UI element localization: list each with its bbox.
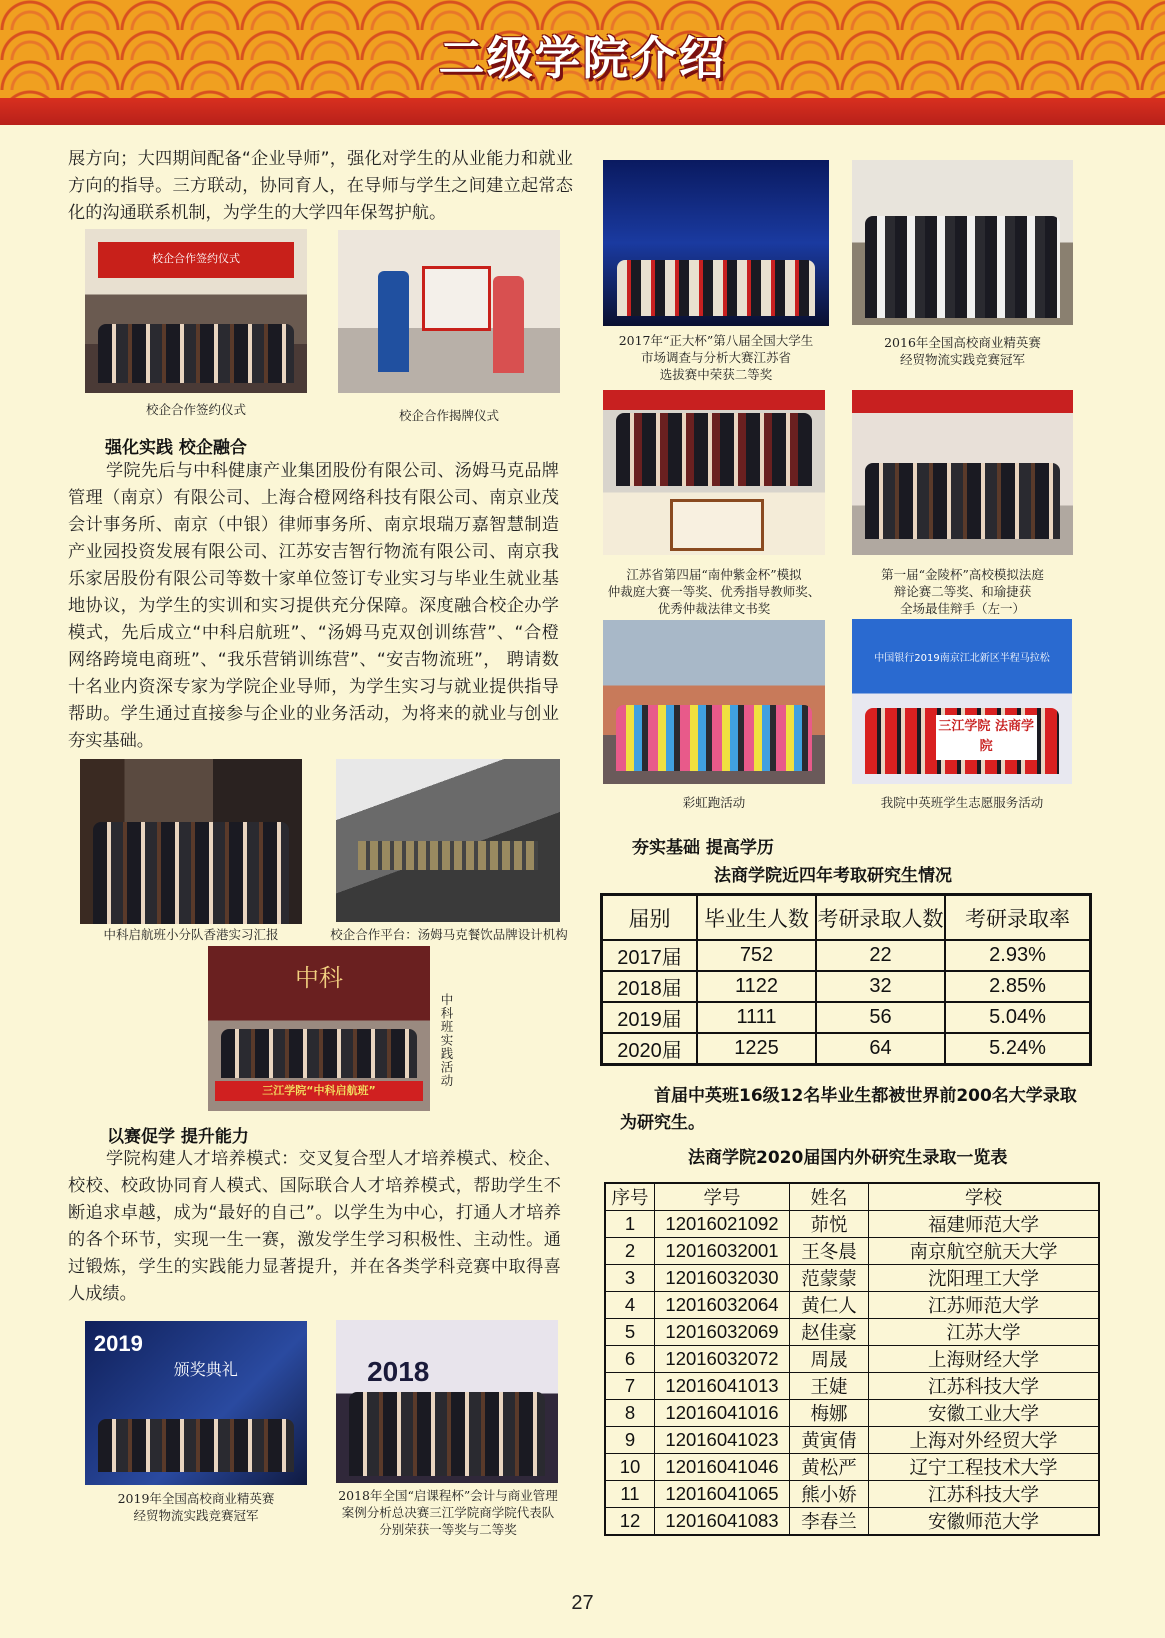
column-header: 毕业生人数 [697, 895, 816, 941]
table-cell: 12016041065 [655, 1481, 790, 1508]
column-header: 考研录取率 [945, 895, 1091, 941]
photo-banner: 校企合作签约仪式 [98, 242, 293, 278]
table-cell: 22 [816, 940, 945, 971]
photo-people [93, 822, 288, 924]
table-cell: 8 [605, 1400, 655, 1427]
photo-volunteer [852, 619, 1072, 784]
photo-arbitration [603, 390, 825, 555]
photo-rainbow-run [603, 620, 825, 784]
section-heading-graduate: 夯实基础 提高学历 [632, 838, 774, 858]
table-cell: 7 [605, 1373, 655, 1400]
photo-people [98, 324, 293, 383]
table-row [605, 1292, 1099, 1319]
table-cell: 辽宁工程技术大学 [869, 1454, 1100, 1481]
table-cell: 黄仁人 [790, 1292, 869, 1319]
person-shape [378, 271, 409, 372]
table-cell: 12016041013 [655, 1373, 790, 1400]
table-cell: 熊小娇 [790, 1481, 869, 1508]
table-row [605, 1373, 1099, 1400]
page-number: 27 [571, 1592, 594, 1614]
highlight-text: 首届中英班16级12名毕业生都被世界前200名大学录取为研究生。 [620, 1086, 1077, 1133]
table-cell: 9 [605, 1427, 655, 1454]
table-header-row [605, 1183, 1099, 1211]
table-cell: 梅娜 [790, 1400, 869, 1427]
caption-hongkong: 中科启航班小分队香港实习汇报 [103, 927, 279, 942]
table-row [605, 1346, 1099, 1373]
intro-paragraph: 展方向；大四期间配备“企业导师”，强化对学生的从业能力和就业方向的指导。三方联动，协同育人，在导师与学生之间建立起常态化的沟通联系机制，为学生的大学四年保驾护航。 [68, 149, 573, 223]
photo-people [349, 1392, 544, 1477]
photo-ceremony-text: 颁奖典礼 [173, 1360, 238, 1380]
table-cell: 12016041083 [655, 1508, 790, 1536]
table-cell: 5.04% [945, 1002, 1091, 1033]
certificate-shape [670, 499, 765, 551]
table-row [605, 1211, 1099, 1238]
building-sign: 中科 [295, 963, 343, 992]
caption-unveiling: 校企合作揭牌仪式 [398, 408, 499, 423]
table-cell: 2017届 [602, 940, 698, 971]
table-cell: 李春兰 [790, 1508, 869, 1536]
table-row [605, 1481, 1099, 1508]
table-cell: 10 [605, 1454, 655, 1481]
table-cell: 752 [697, 940, 816, 971]
table-row [602, 1033, 1091, 1065]
table-cell: 32 [816, 971, 945, 1002]
page-title: 二级学院介绍 [438, 31, 727, 85]
photo-banner-text: 中国银行2019南京江北新区半程马拉松 [874, 652, 1050, 664]
table-cell: 12016032069 [655, 1319, 790, 1346]
table-cell: 12016041046 [655, 1454, 790, 1481]
section-heading-practice: 强化实践 校企融合 [105, 438, 247, 458]
table-cell: 江苏大学 [869, 1319, 1100, 1346]
table-cell: 12016041016 [655, 1400, 790, 1427]
photo-people [616, 705, 811, 771]
table-cell: 江苏师范大学 [869, 1292, 1100, 1319]
table-cell: 茆悦 [790, 1211, 869, 1238]
caption-volunteer: 我院中英班学生志愿服务活动 [880, 795, 1044, 810]
photo-signing-ceremony [85, 229, 307, 393]
photo-people [616, 413, 811, 486]
table-cell: 上海财经大学 [869, 1346, 1100, 1373]
table-cell: 2020届 [602, 1033, 698, 1065]
caption-moot-court: 第一届“金陵杯”高校模拟法庭 辩论赛二等奖、和瑜捷获 全场最佳辩手（左一） [881, 567, 1044, 616]
photo-design-agency [336, 759, 560, 922]
table-cell: 12016032030 [655, 1265, 790, 1292]
table-cell: 2018届 [602, 971, 698, 1002]
table-cell: 赵佳豪 [790, 1319, 869, 1346]
table-row [605, 1454, 1099, 1481]
section-paragraph-practice: 学院先后与中科健康产业集团股份有限公司、汤姆马克品牌管理（南京）有限公司、上海合橙网络科技有限公司、南京业茂会计事务所、南京（中银）律师事务所、南京垠瑞万嘉智慧制造产业园投资发展有限公司、江苏安吉智行物流有限公司、南京我乐家居股份有限公司等数十家单位签订专业实习与毕业生就业基地协议，为学生的实训和实习提供充分保障。深度融合校企办学模式，先后成立“中科启航班”、“汤姆马克双创训练营”、“合橙网络跨境电商班”、“我乐营销训练营”、“安吉物流班”， 聘请数十名业内资深专家为学院企业导师，为学生实习与就业提供指导帮助。学生通过直接参与企业的业务活动，为将来的就业与创业夯实基础。 [68, 461, 559, 751]
column-header: 姓名 [790, 1183, 869, 1211]
table-cell: 12016041023 [655, 1427, 790, 1454]
photo-moot-court [852, 390, 1073, 555]
table-cell: 2.93% [945, 940, 1091, 971]
graduate-table-title: 法商学院近四年考取研究生情况 [714, 866, 952, 886]
table-cell: 11 [605, 1481, 655, 1508]
table-cell: 沈阳理工大学 [869, 1265, 1100, 1292]
table-cell: 3 [605, 1265, 655, 1292]
table-cell: 王婕 [790, 1373, 869, 1400]
column-header: 考研录取人数 [816, 895, 945, 941]
table-cell: 江苏科技大学 [869, 1373, 1100, 1400]
caption-rainbow-run: 彩虹跑活动 [682, 795, 746, 810]
caption-2018-award: 2018年全国“启课程杯”会计与商业管理 案例分析总决赛三江学院商学院代表队 分别荣获一等奖与二等奖 [338, 1488, 558, 1537]
table-cell: 5 [605, 1319, 655, 1346]
photo-year-text: 2019 [93, 1330, 143, 1356]
table-cell: 范蒙蒙 [790, 1265, 869, 1292]
photo-hongkong-report [80, 759, 302, 924]
table-cell: 王冬晨 [790, 1238, 869, 1265]
page-header [0, 0, 1165, 125]
column-header: 学号 [655, 1183, 790, 1211]
photo-people [865, 216, 1060, 318]
column-header: 届别 [602, 895, 698, 941]
photo-people [617, 260, 816, 316]
photo-2018-award [336, 1320, 558, 1483]
table-cell: 12016032064 [655, 1292, 790, 1319]
table-cell: 2.85% [945, 971, 1091, 1002]
caption-arbitration: 江苏省第四届“南仲紫金杯”模拟 仲裁庭大赛一等奖、优秀指导教师奖、 优秀仲裁法律文书奖 [607, 567, 821, 616]
table-cell: 64 [816, 1033, 945, 1065]
caption-2016-champion: 2016年全国高校商业精英赛 经贸物流实践竞赛冠军 [884, 335, 1041, 367]
table-cell: 6 [605, 1346, 655, 1373]
table-cell: 黄寅倩 [790, 1427, 869, 1454]
table-row [602, 971, 1091, 1002]
caption-zhengda-cup: 2017年“正大杯”第八届全国大学生 市场调查与分析大赛江苏省 选拔赛中荣获二等奖 [618, 333, 814, 382]
caption-2019-award: 2019年全国高校商业精英赛 经贸物流实践竞赛冠军 [117, 1491, 275, 1523]
photo-people [221, 1029, 416, 1079]
caption-design-agency: 校企合作平台：汤姆马克餐饮品牌设计机构 [330, 927, 568, 942]
table-cell: 2 [605, 1238, 655, 1265]
table-cell: 56 [816, 1002, 945, 1033]
photo-zhongke-practice [208, 946, 430, 1111]
table-cell: 江苏科技大学 [869, 1481, 1100, 1508]
table-cell: 1225 [697, 1033, 816, 1065]
graduate-stats-table [600, 893, 1092, 1066]
table-cell: 1 [605, 1211, 655, 1238]
admission-list-table [604, 1182, 1100, 1536]
table-cell: 安徽师范大学 [869, 1508, 1100, 1536]
plaque-shape [422, 266, 490, 331]
table-cell: 1111 [697, 1002, 816, 1033]
caption-signing: 校企合作签约仪式 [145, 402, 246, 417]
header-red-band [0, 98, 1165, 125]
table-cell: 5.24% [945, 1033, 1091, 1065]
column-header: 序号 [605, 1183, 655, 1211]
table-cell: 12 [605, 1508, 655, 1536]
caption-zhongke-vertical: 中科班实践活动 [439, 993, 454, 1088]
table-cell: 12016021092 [655, 1211, 790, 1238]
table-row [605, 1427, 1099, 1454]
table-row [605, 1238, 1099, 1265]
photo-people [865, 463, 1060, 539]
photo-year-text: 2018 [367, 1355, 430, 1387]
shelf-shape [358, 841, 537, 870]
table-cell: 安徽工业大学 [869, 1400, 1100, 1427]
table-cell: 2019届 [602, 1002, 698, 1033]
photo-zhengda-cup [603, 160, 829, 326]
section-heading-competition: 以赛促学 提升能力 [107, 1127, 249, 1147]
table-cell: 4 [605, 1292, 655, 1319]
table-header-row [602, 895, 1091, 941]
table-cell: 周晟 [790, 1346, 869, 1373]
photo-people [98, 1419, 293, 1471]
photo-plaque-unveiling [338, 230, 560, 393]
table-cell: 12016032072 [655, 1346, 790, 1373]
table-row [602, 940, 1091, 971]
table-row [605, 1508, 1099, 1536]
section-paragraph-competition: 学院构建人才培养模式：交叉复合型人才培养模式、校企、校校、校政协同育人模式、国际联合人才培养模式，帮助学生不断追求卓越，成为“最好的自己”。以学生为中心，打通人才培养的各个环节，实现一生一赛，激发学生学习积极性、主动性。通过锻炼，学生的实践能力显著提升，并在各类学科竞赛中取得喜人成绩。 [68, 1149, 561, 1304]
table-cell: 上海对外经贸大学 [869, 1427, 1100, 1454]
table-row [605, 1265, 1099, 1292]
table-cell: 福建师范大学 [869, 1211, 1100, 1238]
person-shape [493, 276, 524, 374]
table-cell: 12016032001 [655, 1238, 790, 1265]
table-row [602, 1002, 1091, 1033]
table-row [605, 1400, 1099, 1427]
column-header: 学校 [869, 1183, 1100, 1211]
photo-2016-champion [852, 160, 1073, 325]
table-row [605, 1319, 1099, 1346]
photo-banner: 三江学院“中科启航班” [215, 1081, 424, 1101]
photo-2019-award [85, 1321, 307, 1485]
table-cell: 南京航空航天大学 [869, 1238, 1100, 1265]
admission-table-title: 法商学院2020届国内外研究生录取一览表 [688, 1148, 1008, 1168]
table-cell: 黄松严 [790, 1454, 869, 1481]
photo-sign: 三江学院 法商学院 [936, 715, 1037, 760]
table-cell: 1122 [697, 971, 816, 1002]
